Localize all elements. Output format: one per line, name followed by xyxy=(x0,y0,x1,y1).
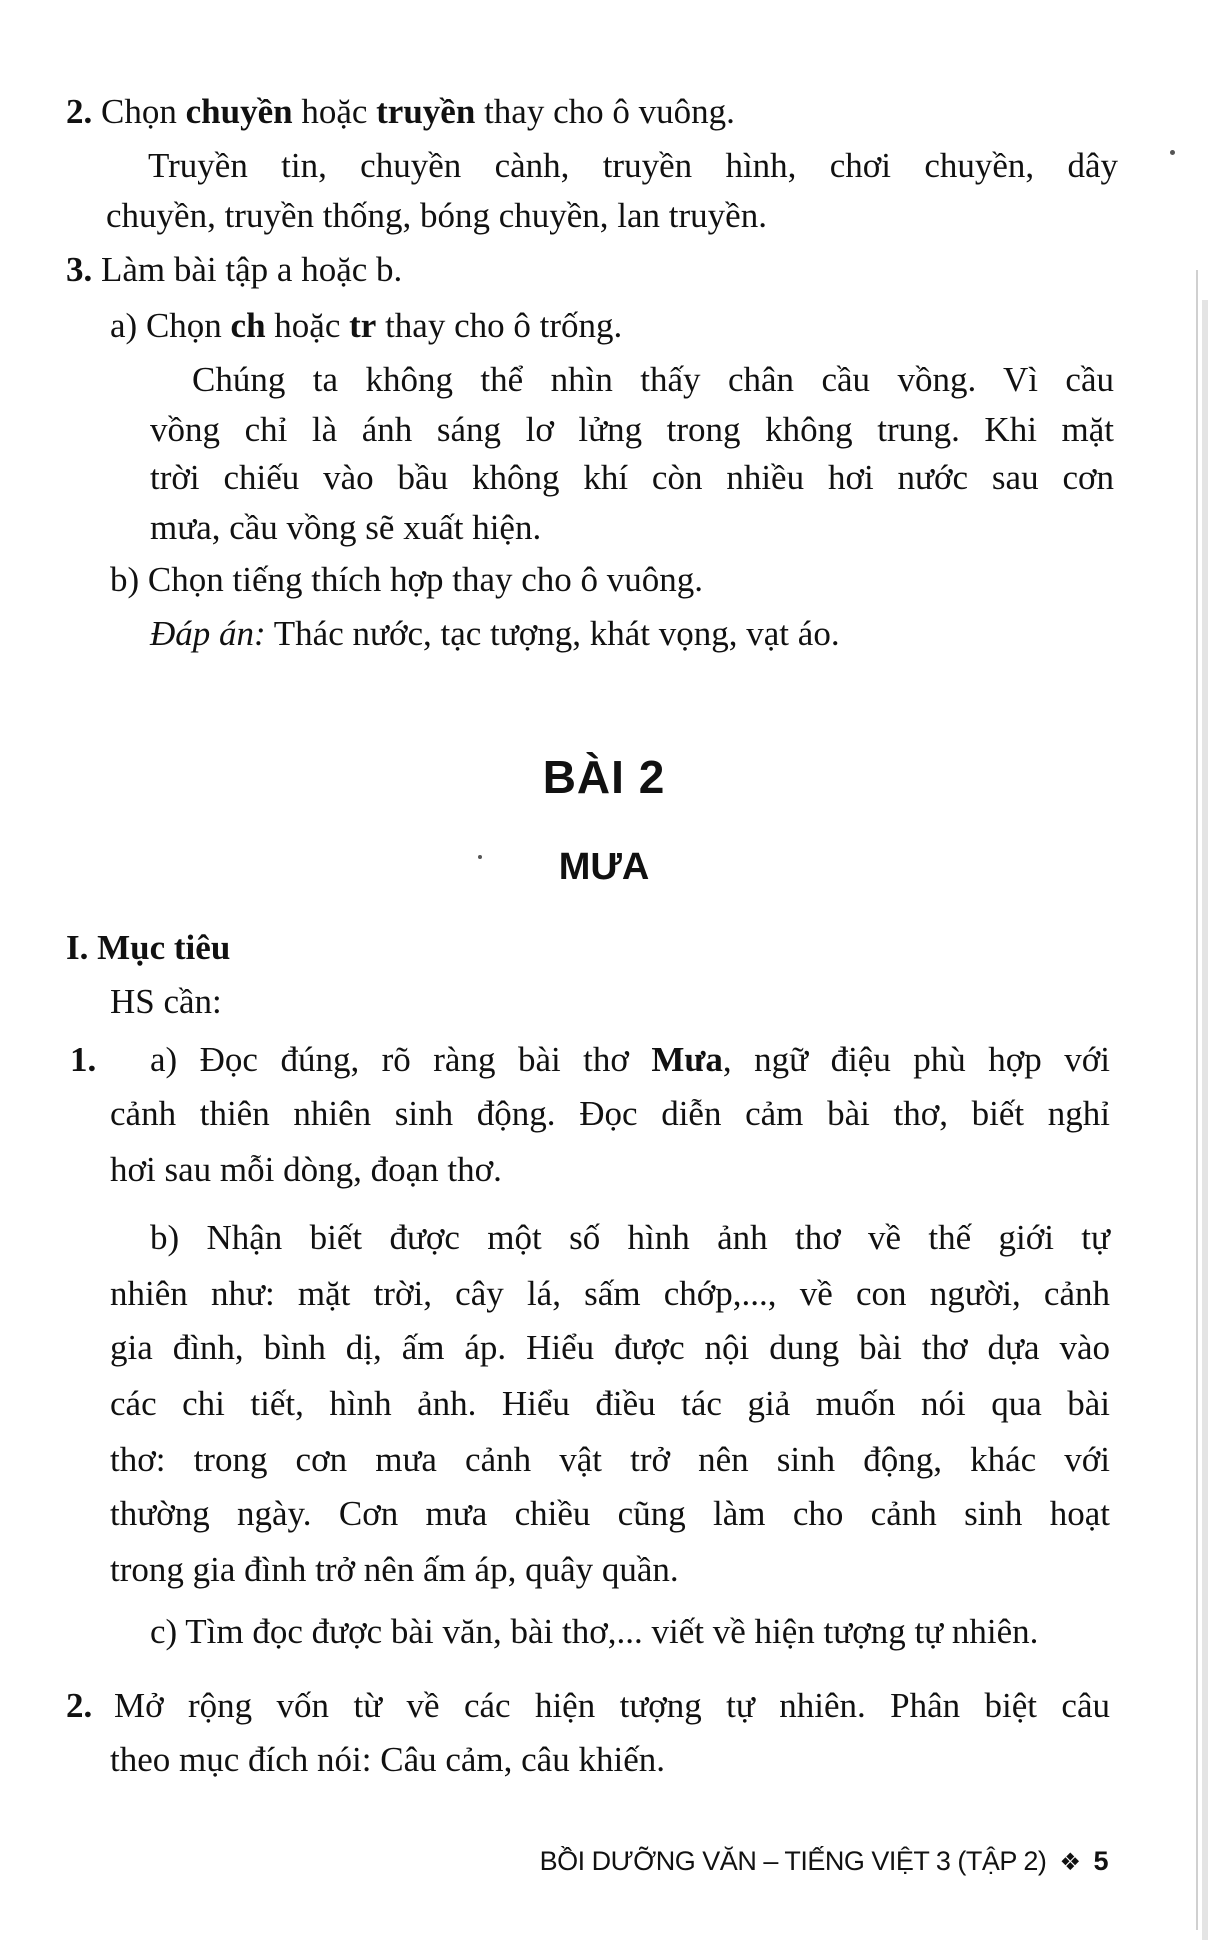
intro-line: HS cần: xyxy=(110,982,222,1021)
paragraph-line: các chi tiết, hình ảnh. Hiểu điều tác giả muốn nói qua bài xyxy=(110,1384,1110,1423)
paragraph-line: mưa, cầu vồng sẽ xuất hiện. xyxy=(150,508,542,547)
paragraph-line: chuyền, truyền thống, bóng chuyền, lan truyền. xyxy=(106,196,767,235)
page-edge-line xyxy=(1196,270,1198,1930)
section-heading: I. Mục tiêu xyxy=(66,928,231,967)
answer-line: Đáp án: Thác nước, tạc tượng, khát vọng, vạt áo. xyxy=(150,614,840,653)
paragraph-line: thường ngày. Cơn mưa chiều cũng làm cho cảnh sinh hoạt xyxy=(110,1494,1110,1533)
lesson-title: BÀI 2 xyxy=(542,751,666,803)
paragraph-line: c) Tìm đọc được bài văn, bài thơ,... viết về hiện tượng tự nhiên. xyxy=(150,1612,1039,1651)
paragraph-line: a) Đọc đúng, rõ ràng bài thơ Mưa, ngữ điệu phù hợp với xyxy=(150,1040,1110,1079)
sub-item-b: b) Chọn tiếng thích hợp thay cho ô vuông. xyxy=(110,560,704,599)
speck xyxy=(1170,150,1175,155)
ornament-icon: ❖ xyxy=(1059,1849,1081,1876)
item-number: 2. xyxy=(66,1686,93,1725)
page-footer xyxy=(540,1846,1108,1877)
item-3-line: 3. Làm bài tập a hoặc b. xyxy=(66,250,403,289)
page-number: 5 xyxy=(1093,1846,1108,1876)
paragraph-line: vồng chỉ là ánh sáng lơ lửng trong không trung. Khi mặt xyxy=(150,410,1114,449)
paragraph-line: trời chiếu vào bầu không khí còn nhiều hơi nước sau cơn xyxy=(150,458,1114,497)
item-number: 1. xyxy=(70,1040,97,1079)
paragraph-line: cảnh thiên nhiên sinh động. Đọc diễn cảm bài thơ, biết nghỉ xyxy=(110,1094,1110,1133)
paragraph-line: Truyền tin, chuyền cành, truyền hình, chơi chuyền, dây xyxy=(148,146,1118,185)
page-edge-shadow xyxy=(1202,300,1208,1940)
paragraph-line: hơi sau mỗi dòng, đoạn thơ. xyxy=(110,1150,502,1189)
item-2-line: 2. Chọn chuyền hoặc truyền thay cho ô vuông. xyxy=(66,92,735,131)
paragraph-line: gia đình, bình dị, ấm áp. Hiểu được nội dung bài thơ dựa vào xyxy=(110,1328,1110,1367)
paragraph-line: Chúng ta không thể nhìn thấy chân cầu vồng. Vì cầu xyxy=(192,360,1114,399)
item-number: 2. xyxy=(66,92,93,131)
paragraph-line: thơ: trong cơn mưa cảnh vật trở nên sinh động, khác với xyxy=(110,1440,1110,1479)
paragraph-line: trong gia đình trở nên ấm áp, quây quần. xyxy=(110,1550,679,1589)
answer-label: Đáp án: xyxy=(150,614,266,653)
paragraph-line: b) Nhận biết được một số hình ảnh thơ về thế giới tự xyxy=(150,1218,1110,1257)
paragraph-line: nhiên như: mặt trời, cây lá, sấm chớp,..., về con người, cảnh xyxy=(110,1274,1110,1313)
book-title: BỒI DƯỠNG VĂN – TIẾNG VIỆT 3 (TẬP 2) xyxy=(539,1846,1047,1876)
lesson-subtitle: MƯA xyxy=(558,846,650,888)
sub-item-a: a) Chọn ch hoặc tr thay cho ô trống. xyxy=(110,306,623,345)
paragraph-line: theo mục đích nói: Câu cảm, câu khiến. xyxy=(110,1740,665,1779)
paragraph-line: Mở rộng vốn từ về các hiện tượng tự nhiên. Phân biệt câu xyxy=(114,1686,1110,1725)
item-number: 3. xyxy=(66,250,93,289)
